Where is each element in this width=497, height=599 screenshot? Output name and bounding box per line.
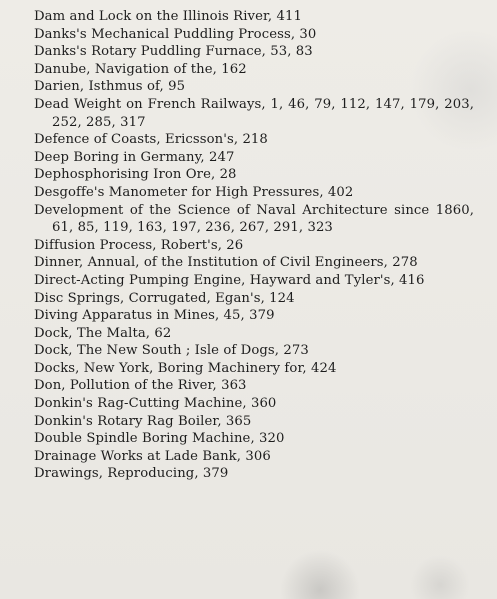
index-entry: Dam and Lock on the Illinois River, 411 (34, 9, 302, 24)
index-entry: Development of the Science of Naval Architecture since 1860, 61, 85, 119, 163, 197, 236, 267, 291, 323 (34, 202, 474, 236)
index-entry: Dephosphorising Iron Ore, 28 (34, 167, 237, 183)
index-entry: Disc Springs, Corrugated, Egan's, 124 (34, 290, 295, 306)
index-entry: Donkin's Rag-Cutting Machine, 360 (34, 396, 277, 412)
index-entry: Donkin's Rotary Rag Boiler, 365 (34, 413, 252, 429)
index-entry: Danks's Mechanical Puddling Process, 30 (34, 26, 317, 42)
index-entry: Don, Pollution of the River, 363 (34, 378, 247, 394)
index-entry: Danks's Rotary Puddling Furnace, 53, 83 (34, 44, 313, 60)
index-entry: Dead Weight on French Railways, 1, 46, 79, 112, 147, 179, 203, 252, 285, 317 (34, 96, 474, 130)
index-entry: Diffusion Process, Robert's, 26 (34, 237, 244, 253)
index-entry: Desgoffe's Manometer for High Pressures, 402 (34, 184, 354, 200)
index-entry: Diving Apparatus in Mines, 45, 379 (34, 308, 275, 324)
index-entry: Darien, Isthmus of, 95 (34, 79, 186, 95)
index-entry: Drainage Works at Lade Bank, 306 (34, 448, 271, 464)
index-entry: Deep Boring in Germany, 247 (34, 149, 235, 165)
index-list (34, 8, 474, 483)
index-entry: Double Spindle Boring Machine, 320 (34, 431, 285, 447)
index-entry: Dock, The New South ; Isle of Dogs, 273 (34, 343, 309, 359)
index-entry: Dinner, Annual, of the Institution of Civil Engineers, 278 (34, 255, 418, 271)
index-entry: Drawings, Reproducing, 379 (34, 466, 229, 482)
index-entry: Docks, New York, Boring Machinery for, 424 (34, 360, 337, 376)
index-entry: Dock, The Malta, 62 (34, 325, 172, 341)
index-entry: Danube, Navigation of the, 162 (34, 61, 247, 77)
index-entry: Direct-Acting Pumping Engine, Hayward and Tyler's, 416 (34, 272, 425, 288)
index-entry: Defence of Coasts, Ericsson's, 218 (34, 132, 268, 148)
